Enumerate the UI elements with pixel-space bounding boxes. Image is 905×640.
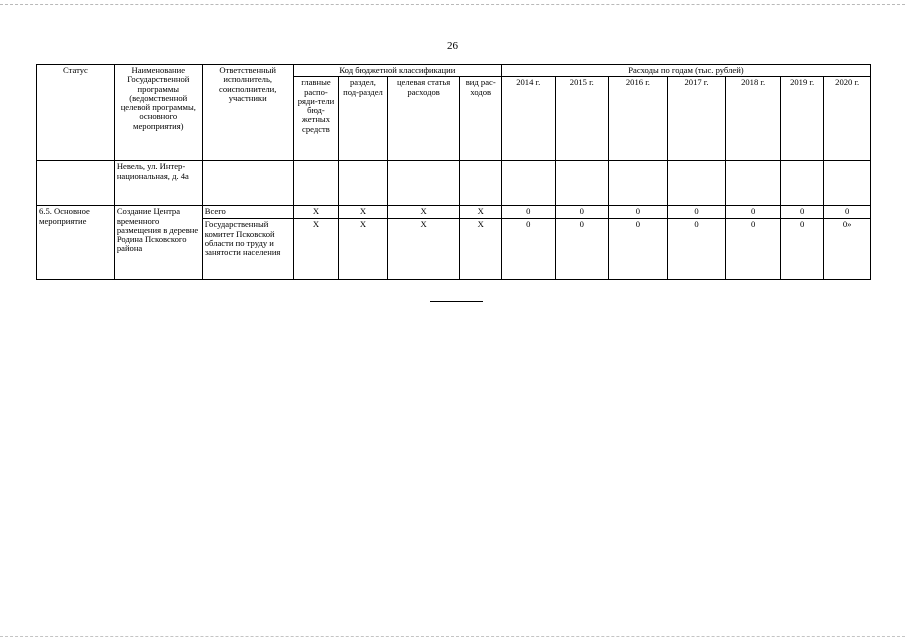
cell-executor: Государственный комитет Псковской области по труду и занятости населения — [202, 219, 293, 280]
cell-code — [460, 161, 501, 206]
cell-code: Х — [460, 206, 501, 219]
cell-value — [609, 161, 668, 206]
scan-edge-top — [0, 4, 905, 5]
cell-code: Х — [387, 219, 460, 280]
header-row-1 — [37, 65, 871, 77]
header-budget-grbs: главные распо-ряди-тели бюд-жетных средств — [293, 77, 338, 161]
cell-code: Х — [460, 219, 501, 280]
closing-rule — [430, 301, 483, 302]
header-budget-code: Код бюджетной классификации — [293, 65, 501, 77]
header-status: Статус — [37, 65, 115, 161]
header-budget-target: целевая статья расходов — [387, 77, 460, 161]
cell-name: Создание Центра временного размещения в деревне Родина Псковского района — [114, 206, 202, 280]
cell-value — [667, 161, 726, 206]
cell-code: Х — [339, 206, 388, 219]
cell-value: 0 — [726, 206, 781, 219]
cell-code — [387, 161, 460, 206]
cell-value — [555, 161, 609, 206]
cell-value: 0 — [609, 206, 668, 219]
cell-name: Невель, ул. Интер-национальная, д. 4а — [114, 161, 202, 206]
header-budget-type: вид рас-ходов — [460, 77, 501, 161]
cell-status: 6.5. Основное мероприятие — [37, 206, 115, 280]
cell-value: 0 — [609, 219, 668, 280]
cell-value: 0 — [667, 219, 726, 280]
cell-value — [824, 161, 871, 206]
header-name: Наименование Государственной программы (ведомственной целевой программы, основного мероприятия) — [114, 65, 202, 161]
table-row — [37, 206, 871, 219]
budget-table — [36, 64, 871, 280]
header-expenses: Расходы по годам (тыс. рублей) — [501, 65, 870, 77]
cell-code: Х — [293, 219, 338, 280]
cell-value — [780, 161, 823, 206]
cell-value: 0 — [501, 206, 555, 219]
header-year-2019: 2019 г. — [780, 77, 823, 161]
cell-value: 0 — [555, 206, 609, 219]
header-year-2017: 2017 г. — [667, 77, 726, 161]
cell-code: Х — [339, 219, 388, 280]
scan-edge-bottom — [0, 636, 905, 637]
header-year-2015: 2015 г. — [555, 77, 609, 161]
cell-executor — [202, 161, 293, 206]
cell-code: Х — [387, 206, 460, 219]
header-year-2020: 2020 г. — [824, 77, 871, 161]
cell-value: 0 — [555, 219, 609, 280]
cell-value — [726, 161, 781, 206]
cell-code: Х — [293, 206, 338, 219]
cell-code — [339, 161, 388, 206]
cell-value: 0» — [824, 219, 871, 280]
cell-value: 0 — [824, 206, 871, 219]
cell-value: 0 — [780, 219, 823, 280]
header-budget-section: раздел, под-раздел — [339, 77, 388, 161]
cell-code — [293, 161, 338, 206]
cell-value: 0 — [726, 219, 781, 280]
page-number: 26 — [447, 40, 458, 52]
header-year-2016: 2016 г. — [609, 77, 668, 161]
cell-value: 0 — [501, 219, 555, 280]
cell-value — [501, 161, 555, 206]
header-year-2018: 2018 г. — [726, 77, 781, 161]
header-executor: Ответственный исполнитель, соисполнители, участники — [202, 65, 293, 161]
header-year-2014: 2014 г. — [501, 77, 555, 161]
cell-status — [37, 161, 115, 206]
cell-executor: Всего — [202, 206, 293, 219]
table-row — [37, 161, 871, 206]
cell-value: 0 — [667, 206, 726, 219]
cell-value: 0 — [780, 206, 823, 219]
